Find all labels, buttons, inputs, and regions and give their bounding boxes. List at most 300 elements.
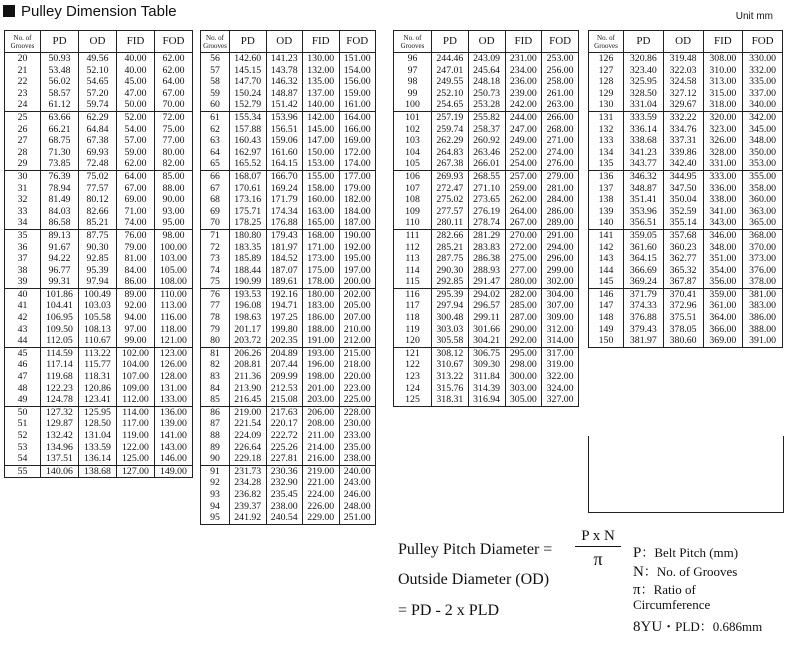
cell-pd: 106.95 [41,312,79,324]
legend-text: ：No. of Grooves [643,564,738,579]
cell-fod: 294.00 [542,242,579,254]
table-row [589,158,783,170]
cell-grooves: 77 [210,300,220,312]
cell-od: 240.54 [266,512,303,524]
cell-fid: 57.00 [117,135,155,147]
cell-od: 202.35 [266,335,303,347]
cell-grooves: 132 [598,123,614,135]
cell-pd: 56.02 [41,76,79,88]
cell-grooves: 34 [17,217,28,229]
table-row [589,183,783,195]
cell-od: 161.60 [266,147,303,159]
header-pd: PD [432,31,469,53]
cell-fid: 356.00 [703,276,743,288]
cell-fid: 231.00 [505,53,542,65]
cell-fid: 364.00 [703,312,743,324]
cell-fod: 350.00 [743,147,783,159]
table-row [589,265,783,277]
table-row [201,53,376,65]
cell-od: 192.16 [266,288,303,300]
table-row [589,276,783,288]
cell-grooves: 116 [394,288,432,300]
cell-fod: 230.00 [339,418,376,430]
cell-grooves: 55 [5,465,41,478]
cell-grooves: 44 [17,335,28,347]
table-row [5,453,193,465]
cell-od: 347.50 [663,183,703,195]
cell-fid: 191.00 [303,335,340,347]
cell-od: 118.31 [79,371,117,383]
cell-od: 271.10 [468,183,505,195]
table-row [394,242,579,254]
table-row [5,312,193,324]
cell-pd: 89.13 [41,229,79,241]
cell-grooves: 36 [17,241,28,253]
cell-grooves: 79 [210,323,220,335]
table-row [5,418,193,430]
cell-pd: 371.79 [624,288,664,300]
cell-fid: 142.00 [303,111,340,123]
cell-grooves: 96 [407,53,418,64]
cell-pd: 155.34 [230,111,267,123]
cell-grooves: 98 [407,76,418,88]
cell-pd: 66.21 [41,124,79,136]
cell-grooves: 90 [210,453,220,465]
cell-pd: 359.05 [624,229,664,241]
table-row [5,206,193,218]
cell-pd: 282.66 [432,229,469,241]
cell-fod: 133.00 [155,394,193,406]
header-fod: FOD [155,31,193,53]
cell-fod: 233.00 [339,430,376,442]
cell-fid: 341.00 [703,206,743,218]
table-row [589,312,783,324]
cell-fid: 183.00 [303,300,340,312]
table-row [201,465,376,477]
table-row [5,430,193,442]
cell-fod: 291.00 [542,229,579,241]
cell-grooves: 102 [405,123,420,135]
table-row [201,276,376,288]
cell-od: 225.26 [266,442,303,454]
cell-fid: 308.00 [703,53,743,65]
cell-grooves: 48 [17,382,28,394]
cell-od: 380.60 [663,335,703,347]
cell-grooves: 87 [210,418,220,430]
cell-od: 138.68 [79,465,117,478]
cell-fod: 212.00 [339,335,376,347]
cell-pd: 183.35 [230,242,267,254]
cell-fod: 243.00 [339,477,376,489]
table-row [201,371,376,383]
cell-grooves: 140 [598,217,614,229]
cell-fod: 335.00 [743,76,783,88]
cell-pd: 353.96 [624,206,664,218]
cell-pd: 101.86 [41,288,79,300]
cell-fod: 179.00 [339,183,376,195]
cell-fid: 132.00 [303,65,340,77]
cell-pd: 249.55 [432,76,469,88]
cell-fid: 188.00 [303,324,340,336]
table-row [5,99,193,111]
cell-pd: 320.86 [624,53,664,65]
cell-pd: 285.21 [432,242,469,254]
cell-fod: 156.00 [339,76,376,88]
cell-fid: 89.00 [117,288,155,300]
cell-grooves: 145 [598,276,614,288]
cell-fod: 215.00 [339,347,376,359]
cell-fod: 381.00 [743,288,783,300]
cell-fid: 264.00 [505,206,542,218]
cell-fod: 108.00 [155,276,193,288]
cell-fid: 67.00 [117,183,155,195]
cell-od: 209.99 [266,371,303,383]
cell-od: 273.65 [468,194,505,206]
cell-od: 227.81 [266,453,303,465]
cell-fid: 366.00 [703,324,743,336]
cell-grooves: 25 [5,111,41,123]
cell-grooves: 81 [201,347,230,359]
cell-fod: 192.00 [339,242,376,254]
table-row [5,383,193,395]
cell-pd: 152.79 [230,99,267,111]
cell-grooves: 104 [405,146,420,158]
cell-grooves: 139 [598,205,614,217]
cell-grooves: 107 [405,182,420,194]
cell-pd: 114.59 [41,347,79,359]
cell-pd: 262.29 [432,135,469,147]
cell-grooves: 72 [210,241,220,253]
cell-fod: 365.00 [743,217,783,229]
cell-fod: 143.00 [155,442,193,454]
cell-od: 288.93 [468,265,505,277]
table-row [5,442,193,454]
cell-fid: 254.00 [505,158,542,170]
cell-fid: 196.00 [303,359,340,371]
cell-od: 52.10 [79,65,117,77]
cell-pd: 259.74 [432,124,469,136]
cell-grooves: 54 [17,453,28,465]
cell-od: 166.70 [266,170,303,182]
cell-fid: 59.00 [117,147,155,159]
table-row [589,124,783,136]
cell-od: 199.80 [266,324,303,336]
cell-pd: 247.01 [432,65,469,77]
table-row [5,194,193,206]
cell-grooves: 37 [17,253,28,265]
table-row [394,276,579,288]
cell-pd: 109.50 [41,324,79,336]
cell-grooves: 141 [589,229,624,241]
cell-fid: 275.00 [505,253,542,265]
cell-fid: 292.00 [505,335,542,347]
cell-od: 131.04 [79,430,117,442]
cell-pd: 341.23 [624,147,664,159]
cell-grooves: 68 [210,194,220,206]
cell-grooves: 82 [210,359,220,371]
cell-fod: 225.00 [339,394,376,406]
fraction-bar [575,546,621,547]
table-row [589,253,783,265]
header-fid: FID [505,31,542,53]
cell-pd: 346.32 [624,170,664,182]
cell-fod: 266.00 [542,111,579,123]
cell-grooves: 133 [598,135,614,147]
cell-fid: 84.00 [117,265,155,277]
pitch-fraction [575,528,621,569]
cell-grooves: 149 [598,323,614,335]
cell-fod: 205.00 [339,300,376,312]
cell-grooves: 51 [17,418,28,430]
cell-fod: 289.00 [542,217,579,229]
table-row [5,300,193,312]
table-row [394,53,579,65]
table-row [201,453,376,465]
cell-fod: 169.00 [339,135,376,147]
cell-pd: 193.53 [230,288,267,300]
cell-fid: 242.00 [505,99,542,111]
table-row [394,288,579,300]
unit-label: Unit mm [735,11,773,22]
cell-pd: 94.22 [41,253,79,265]
table-row [201,147,376,159]
cell-od: 184.52 [266,253,303,265]
cell-grooves: 89 [210,441,220,453]
cell-fid: 92.00 [117,300,155,312]
cell-fid: 320.00 [703,111,743,123]
cell-od: 322.03 [663,65,703,77]
cell-fod: 146.00 [155,453,193,465]
cell-grooves: 93 [210,488,220,500]
cell-od: 375.51 [663,312,703,324]
cell-fod: 302.00 [542,276,579,288]
cell-od: 378.05 [663,324,703,336]
cell-fid: 328.00 [703,147,743,159]
cell-pd: 379.43 [624,324,664,336]
cell-fod: 77.00 [155,135,193,147]
legend-text: ・PLD：0.686mm [662,619,763,634]
cell-fod: 370.00 [743,242,783,254]
cell-od: 215.08 [266,394,303,406]
cell-fid: 229.00 [303,512,340,524]
cell-grooves: 57 [210,64,220,76]
cell-fod: 235.00 [339,442,376,454]
cell-od: 187.07 [266,265,303,277]
cell-fid: 122.00 [117,442,155,454]
cell-fod: 388.00 [743,324,783,336]
cell-od: 128.50 [79,418,117,430]
cell-od: 360.23 [663,242,703,254]
cell-fid: 45.00 [117,76,155,88]
cell-fod: 182.00 [339,194,376,206]
cell-fod: 110.00 [155,288,193,300]
cell-od: 97.94 [79,276,117,288]
cell-fod: 210.00 [339,324,376,336]
table-row [201,406,376,418]
cell-od: 296.57 [468,300,505,312]
cell-grooves: 61 [201,111,230,123]
cell-fid: 206.00 [303,406,340,418]
cell-od: 255.82 [468,111,505,123]
cell-pd: 170.61 [230,183,267,195]
table-row [589,65,783,77]
cell-od: 281.29 [468,229,505,241]
table-row [201,99,376,111]
table-row [394,99,579,111]
cell-pd: 137.51 [41,453,79,465]
cell-fod: 123.00 [155,347,193,359]
cell-grooves: 62 [210,123,220,135]
cell-fod: 88.00 [155,183,193,195]
cell-pd: 303.03 [432,324,469,336]
cell-fid: 219.00 [303,465,340,477]
cell-od: 153.96 [266,111,303,123]
cell-fid: 208.00 [303,418,340,430]
cell-fod: 136.00 [155,406,193,418]
cell-fid: 270.00 [505,229,542,241]
cell-pd: 224.09 [230,430,267,442]
cell-pd: 180.80 [230,229,267,241]
table-row [394,335,579,347]
cell-fod: 314.00 [542,335,579,347]
cell-od: 95.39 [79,265,117,277]
cell-fod: 75.00 [155,124,193,136]
cell-grooves: 53 [17,441,28,453]
cell-pd: 81.49 [41,194,79,206]
cell-grooves: 69 [210,205,220,217]
cell-fod: 276.00 [542,158,579,170]
cell-grooves: 75 [210,276,220,288]
cell-od: 260.92 [468,135,505,147]
cell-fid: 333.00 [703,170,743,182]
cell-grooves: 92 [210,477,220,489]
cell-fid: 163.00 [303,206,340,218]
table-row [589,76,783,88]
table-row [5,147,193,159]
cell-fid: 160.00 [303,194,340,206]
cell-grooves: 29 [17,158,28,170]
cell-fod: 263.00 [542,99,579,111]
cell-fid: 348.00 [703,242,743,254]
table-row [201,88,376,100]
cell-fod: 378.00 [743,276,783,288]
cell-fid: 239.00 [505,88,542,100]
table-row [394,158,579,170]
cell-grooves: 94 [210,500,220,512]
cell-grooves: 84 [210,382,220,394]
table-row [5,111,193,123]
cell-pd: 244.46 [432,53,469,65]
cell-fid: 285.00 [505,300,542,312]
table-row [589,242,783,254]
cell-pd: 308.12 [432,347,469,359]
cell-od: 342.40 [663,158,703,170]
cell-fid: 64.00 [117,170,155,182]
cell-fod: 70.00 [155,99,193,111]
cell-fod: 177.00 [339,170,376,182]
cell-fod: 312.00 [542,324,579,336]
cell-pd: 188.44 [230,265,267,277]
cell-pd: 277.57 [432,206,469,218]
cell-fod: 187.00 [339,217,376,229]
cell-pd: 216.45 [230,394,267,406]
cell-pd: 254.65 [432,99,469,111]
table-row [201,324,376,336]
cell-fod: 62.00 [155,53,193,65]
cell-grooves: 74 [210,264,220,276]
cell-fid: 224.00 [303,489,340,501]
cell-od: 309.30 [468,359,505,371]
cell-od: 230.36 [266,465,303,477]
cell-pd: 147.70 [230,76,267,88]
cell-fid: 112.00 [117,394,155,406]
cell-fod: 240.00 [339,465,376,477]
cell-grooves: 26 [17,123,28,135]
cell-fod: 67.00 [155,88,193,100]
cell-od: 207.44 [266,359,303,371]
cell-fod: 342.00 [743,111,783,123]
table-row [394,88,579,100]
cell-grooves: 73 [210,253,220,265]
cell-od: 327.12 [663,88,703,100]
cell-od: 87.75 [79,229,117,241]
cell-od: 291.47 [468,276,505,288]
cell-fod: 151.00 [339,53,376,65]
cell-pd: 336.14 [624,124,664,136]
table-row [5,88,193,100]
cell-fid: 290.00 [505,324,542,336]
cell-fid: 40.00 [117,53,155,65]
cell-grooves: 33 [17,205,28,217]
pitch-diameter-label: Pulley Pitch Diameter = [398,541,553,558]
cell-fid: 50.00 [117,99,155,111]
cell-pd: 292.85 [432,276,469,288]
cell-grooves: 28 [17,146,28,158]
cell-fid: 125.00 [117,453,155,465]
cell-fid: 140.00 [303,99,340,111]
cell-pd: 119.68 [41,371,79,383]
cell-od: 148.87 [266,88,303,100]
table-row [589,217,783,229]
cell-od: 115.77 [79,359,117,371]
cell-pd: 325.95 [624,76,664,88]
cell-pd: 76.39 [41,170,79,182]
cell-grooves: 138 [598,194,614,206]
cell-fid: 153.00 [303,158,340,170]
cell-fid: 76.00 [117,229,155,241]
table-row [201,394,376,406]
cell-pd: 295.39 [432,288,469,300]
table-row [5,183,193,195]
cell-grooves: 80 [210,335,220,347]
cell-grooves: 108 [405,194,420,206]
cell-pd: 122.23 [41,383,79,395]
table-row [394,300,579,312]
cell-fod: 82.00 [155,158,193,170]
cell-od: 62.29 [79,111,117,123]
cell-grooves: 121 [394,347,432,359]
cell-pd: 129.87 [41,418,79,430]
cell-od: 357.68 [663,229,703,241]
cell-grooves: 20 [17,53,28,64]
table-row [201,76,376,88]
cell-grooves: 142 [598,241,614,253]
table-row [589,88,783,100]
cell-grooves: 118 [405,312,420,324]
cell-pd: 310.67 [432,359,469,371]
table-row [394,253,579,265]
table-row [589,99,783,111]
